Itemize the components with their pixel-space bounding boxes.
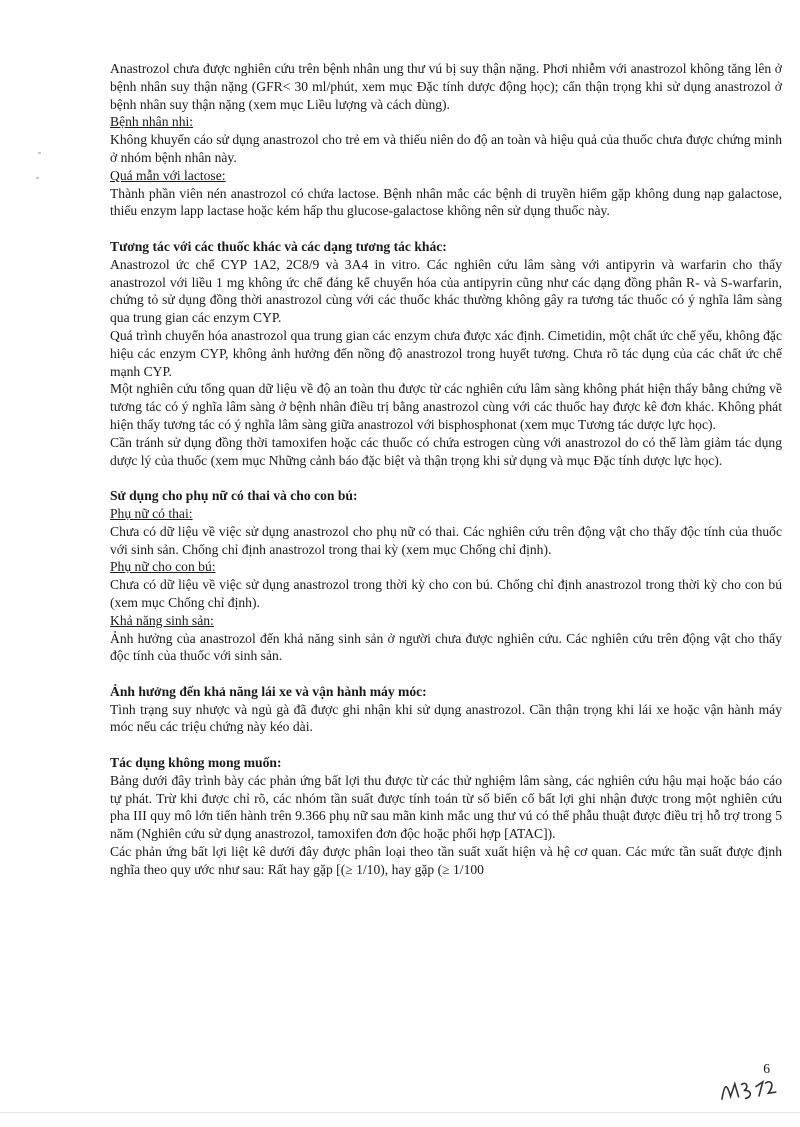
section-heading: Ảnh hưởng đến khả năng lái xe và vận hành máy móc: bbox=[110, 683, 427, 699]
subsection-label: Quá mẫn với lactose: bbox=[110, 167, 226, 183]
body-paragraph: Thành phần viên nén anastrozol có chứa lactose. Bệnh nhân mắc các bệnh di truyền hiếm gặp không dung nạp galactose, thiếu enzym lapp lactase hoặc kém hấp thu glucose-galactose không nên sử dụng thuốc này. bbox=[110, 185, 782, 219]
scan-speck bbox=[38, 152, 41, 154]
subsection-label: Bệnh nhân nhi: bbox=[110, 114, 194, 130]
subsection-label: Khả năng sinh sản: bbox=[110, 612, 214, 628]
scan-speck bbox=[36, 177, 39, 179]
signature-mark-icon bbox=[716, 1072, 779, 1106]
body-paragraph: Quá trình chuyển hóa anastrozol qua trung gian các enzym chưa được xác định. Cimetidin, một chất ức chế yếu, không đặc hiệu các enzym CYP, không ảnh hưởng đến nồng độ anastrozol trong huyết tương. Chưa rõ tác dụng của các chất ức chế mạnh CYP. bbox=[110, 327, 782, 379]
body-paragraph: Ảnh hưởng của anastrozol đến khả năng sinh sản ở người chưa được nghiên cứu. Các nghiên cứu trên động vật cho thấy độc tính của thuốc với sinh sản. bbox=[110, 630, 782, 664]
body-paragraph: Một nghiên cứu tổng quan dữ liệu về độ an toàn thu được từ các nghiên cứu lâm sàng không phát hiện thấy bằng chứng về tương tác có ý nghĩa lâm sàng ở bệnh nhân điều trị bằng anastrozol cùng với các thuốc hay được kê đơn khác. Không phát hiện thấy tương tác có ý nghĩa lâm sàng giữa anastrozol với bisphosphonat (xem mục Tương tác dược lực học). bbox=[110, 381, 782, 432]
page-number: 6 bbox=[763, 1061, 770, 1076]
body-paragraph: Chưa có dữ liệu về việc sử dụng anastrozol cho phụ nữ có thai. Các nghiên cứu trên động vật cho thấy độc tính của thuốc với sinh sản. Chống chỉ định anastrozol trong thai kỳ (xem mục Chống chỉ định). bbox=[110, 523, 782, 557]
section-heading: Sử dụng cho phụ nữ có thai và cho con bú: bbox=[110, 488, 358, 504]
body-paragraph: Cần tránh sử dụng đồng thời tamoxifen hoặc các thuốc có chứa estrogen cùng với anastrozol do có thể làm giảm tác dụng dược lý của thuốc (xem mục Những cảnh báo đặc biệt và thận trọng khi sử dụng và mục Đặc tính dược lực học). bbox=[110, 434, 782, 468]
body-paragraph: Anastrozol chưa được nghiên cứu trên bệnh nhân ung thư vú bị suy thận nặng. Phơi nhiễm với anastrozol không tăng lên ở bệnh nhân suy thận nặng (GFR< 30 ml/phút, xem mục Đặc tính dược động học); cẩn thận trọng khi sử dụng anastrozol ở bệnh nhân suy thận nặng (xem mục Liều lượng và cách dùng). bbox=[110, 61, 782, 112]
section-heading: Tương tác với các thuốc khác và các dạng tương tác khác: bbox=[110, 238, 447, 254]
body-paragraph: Tình trạng suy nhược và ngủ gà đã được ghi nhận khi sử dụng anastrozol. Cần thận trọng khi lái xe hoặc vận hành máy móc nếu các triệu chứng này kéo dài. bbox=[110, 701, 782, 735]
body-paragraph: Bảng dưới đây trình bày các phản ứng bất lợi thu được từ các thử nghiệm lâm sàng, các nghiên cứu hậu mại hoặc báo cáo tự phát. Trừ khi được chỉ rõ, các nhóm tần suất được tính toán từ số biến cố bất lợi ghi nhận được trong một nghiên cứu pha III quy mô lớn tiến hành trên 9.366 phụ nữ sau mãn kinh mắc ung thư vú có thể phẫu thuật được điều trị hỗ trợ trong 5 năm (Nghiên cứu sử dụng anastrozol, tamoxifen đơn độc hoặc phối hợp [ATAC]). bbox=[110, 772, 782, 842]
body-paragraph: Các phản ứng bất lợi liệt kê dưới đây được phân loại theo tần suất xuất hiện và hệ cơ quan. Các mức tần suất được định nghĩa theo quy ước như sau: Rất hay gặp [(≥ 1/10), hay gặp (≥ 1/100 bbox=[110, 844, 782, 877]
body-paragraph: Không khuyến cáo sử dụng anastrozol cho trẻ em và thiếu niên do độ an toàn và hiệu quả của thuốc chưa được chứng minh ở nhóm bệnh nhân này. bbox=[110, 132, 782, 165]
subsection-label: Phụ nữ cho con bú: bbox=[110, 559, 216, 575]
subsection-label: Phụ nữ có thai: bbox=[110, 505, 193, 521]
document-body bbox=[110, 60, 782, 879]
handwritten-signature bbox=[716, 1072, 780, 1111]
section-heading: Tác dụng không mong muốn: bbox=[110, 755, 282, 771]
body-paragraph: Chưa có dữ liệu về việc sử dụng anastrozol trong thời kỳ cho con bú. Chống chỉ định anastrozol trong thời kỳ cho con bú (xem mục Chống chỉ định). bbox=[110, 577, 782, 610]
page-bottom-rule bbox=[0, 1112, 800, 1113]
body-paragraph: Anastrozol ức chế CYP 1A2, 2C8/9 và 3A4 in vitro. Các nghiên cứu lâm sàng với antipyrin và warfarin cho thấy anastrozol với liều 1 mg không ức chế đáng kể chuyển hóa của antipyrin cũng như các dạng đồng phân R- và S-warfarin, chứng tỏ sử dụng đồng thời anastrozol cùng với các thuốc khác thường không gây ra tương tác thuốc có ý nghĩa lâm sàng qua trung gian các enzym CYP. bbox=[110, 256, 782, 326]
